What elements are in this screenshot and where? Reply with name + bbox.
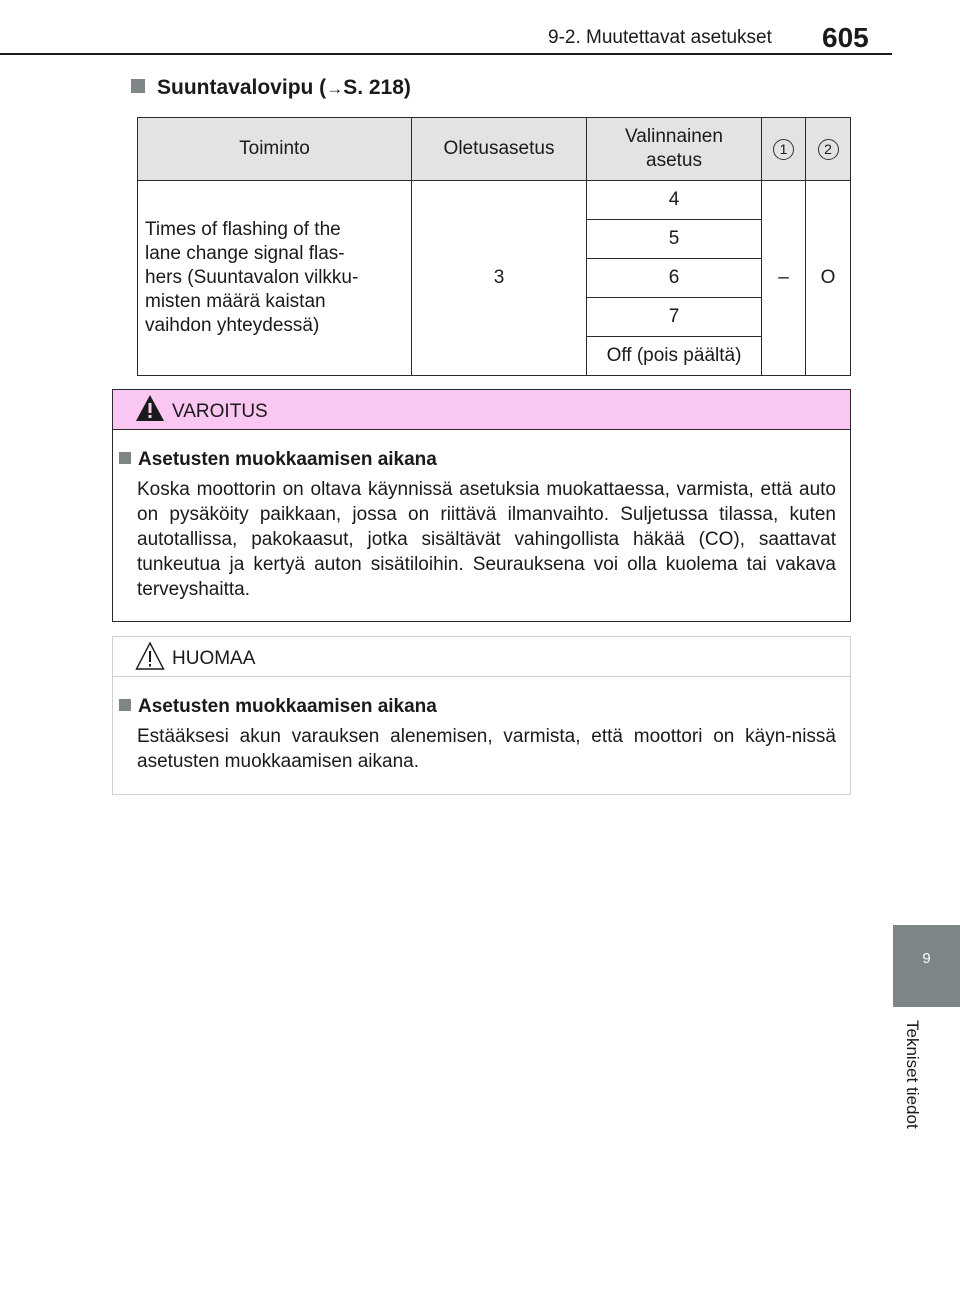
option-cell: 6 [587, 259, 762, 298]
notice-triangle-icon [135, 641, 165, 671]
warning-triangle-icon [135, 394, 165, 422]
function-line: hers (Suuntavalon vilkku- [145, 267, 359, 288]
function-line: lane change signal flas- [145, 243, 345, 264]
chapter-number: 9 [922, 950, 931, 967]
header-section-title: 9-2. Muutettavat asetukset [548, 27, 772, 48]
header-function: Toiminto [138, 118, 412, 181]
notice-text: Estääksesi akun varauksen alenemisen, varmista, että moottori on käyn-nissä asetusten muokkaamisen aikana. [137, 726, 836, 772]
header-col2 [806, 118, 851, 181]
col2-cell: O [806, 181, 851, 376]
page-reference: S. 218) [343, 76, 411, 99]
notice-subheading [113, 696, 437, 718]
warning-subheading-text: Asetusten muokkaamisen aikana [138, 449, 437, 470]
circled-number-2: 2 [818, 139, 839, 160]
warning-subheading [113, 449, 437, 471]
table-row [138, 181, 851, 220]
notice-subheading-text: Asetusten muokkaamisen aikana [138, 696, 437, 717]
function-line: vaihdon yhteydessä) [145, 315, 320, 336]
warning-text: Koska moottorin on oltava käynnissä asetuksia muokattaessa, varmista, että auto on pysäköity paikkaan, jossa on riittävä ilmanvaihto. Suljetussa tilassa, kuten autotallissa, pakokaasut, jotka sisältävät vahingollista häkää (CO), saattavat tunkeutua ja kertyä auton sisätiloihin. Seurauksena voi olla kuolema tai vakava terveyshaitta. [137, 479, 836, 600]
warning-box [112, 389, 851, 622]
arrow-icon: → [326, 79, 344, 98]
default-cell: 3 [412, 181, 587, 376]
circled-number-1: 1 [773, 139, 794, 160]
section-heading [131, 76, 411, 100]
notice-header [113, 637, 850, 677]
chapter-label: Tekniset tiedot [903, 1020, 922, 1129]
option-cell: 4 [587, 181, 762, 220]
heading-text: Suuntavalovipu ( [157, 76, 327, 99]
bullet-square-icon [131, 79, 145, 93]
function-line: misten määrä kaistan [145, 291, 326, 312]
warning-header [113, 390, 850, 430]
settings-table [137, 117, 851, 376]
bullet-square-icon [119, 452, 131, 464]
page-number: 605 [822, 22, 869, 53]
notice-box [112, 636, 851, 795]
option-cell: 7 [587, 298, 762, 337]
header-default: Oletusasetus [412, 118, 587, 181]
header-optional: Valinnainen asetus [587, 118, 762, 181]
table-header-row [138, 118, 851, 181]
function-cell [138, 181, 412, 376]
header-col1 [762, 118, 806, 181]
bullet-square-icon [119, 699, 131, 711]
col1-cell: – [762, 181, 806, 376]
option-cell: 5 [587, 220, 762, 259]
option-cell: Off (pois päältä) [587, 337, 762, 376]
header-divider [0, 53, 892, 55]
warning-title: VAROITUS [172, 401, 268, 422]
notice-title: HUOMAA [172, 648, 256, 669]
function-line: Times of flashing of the [145, 219, 341, 240]
